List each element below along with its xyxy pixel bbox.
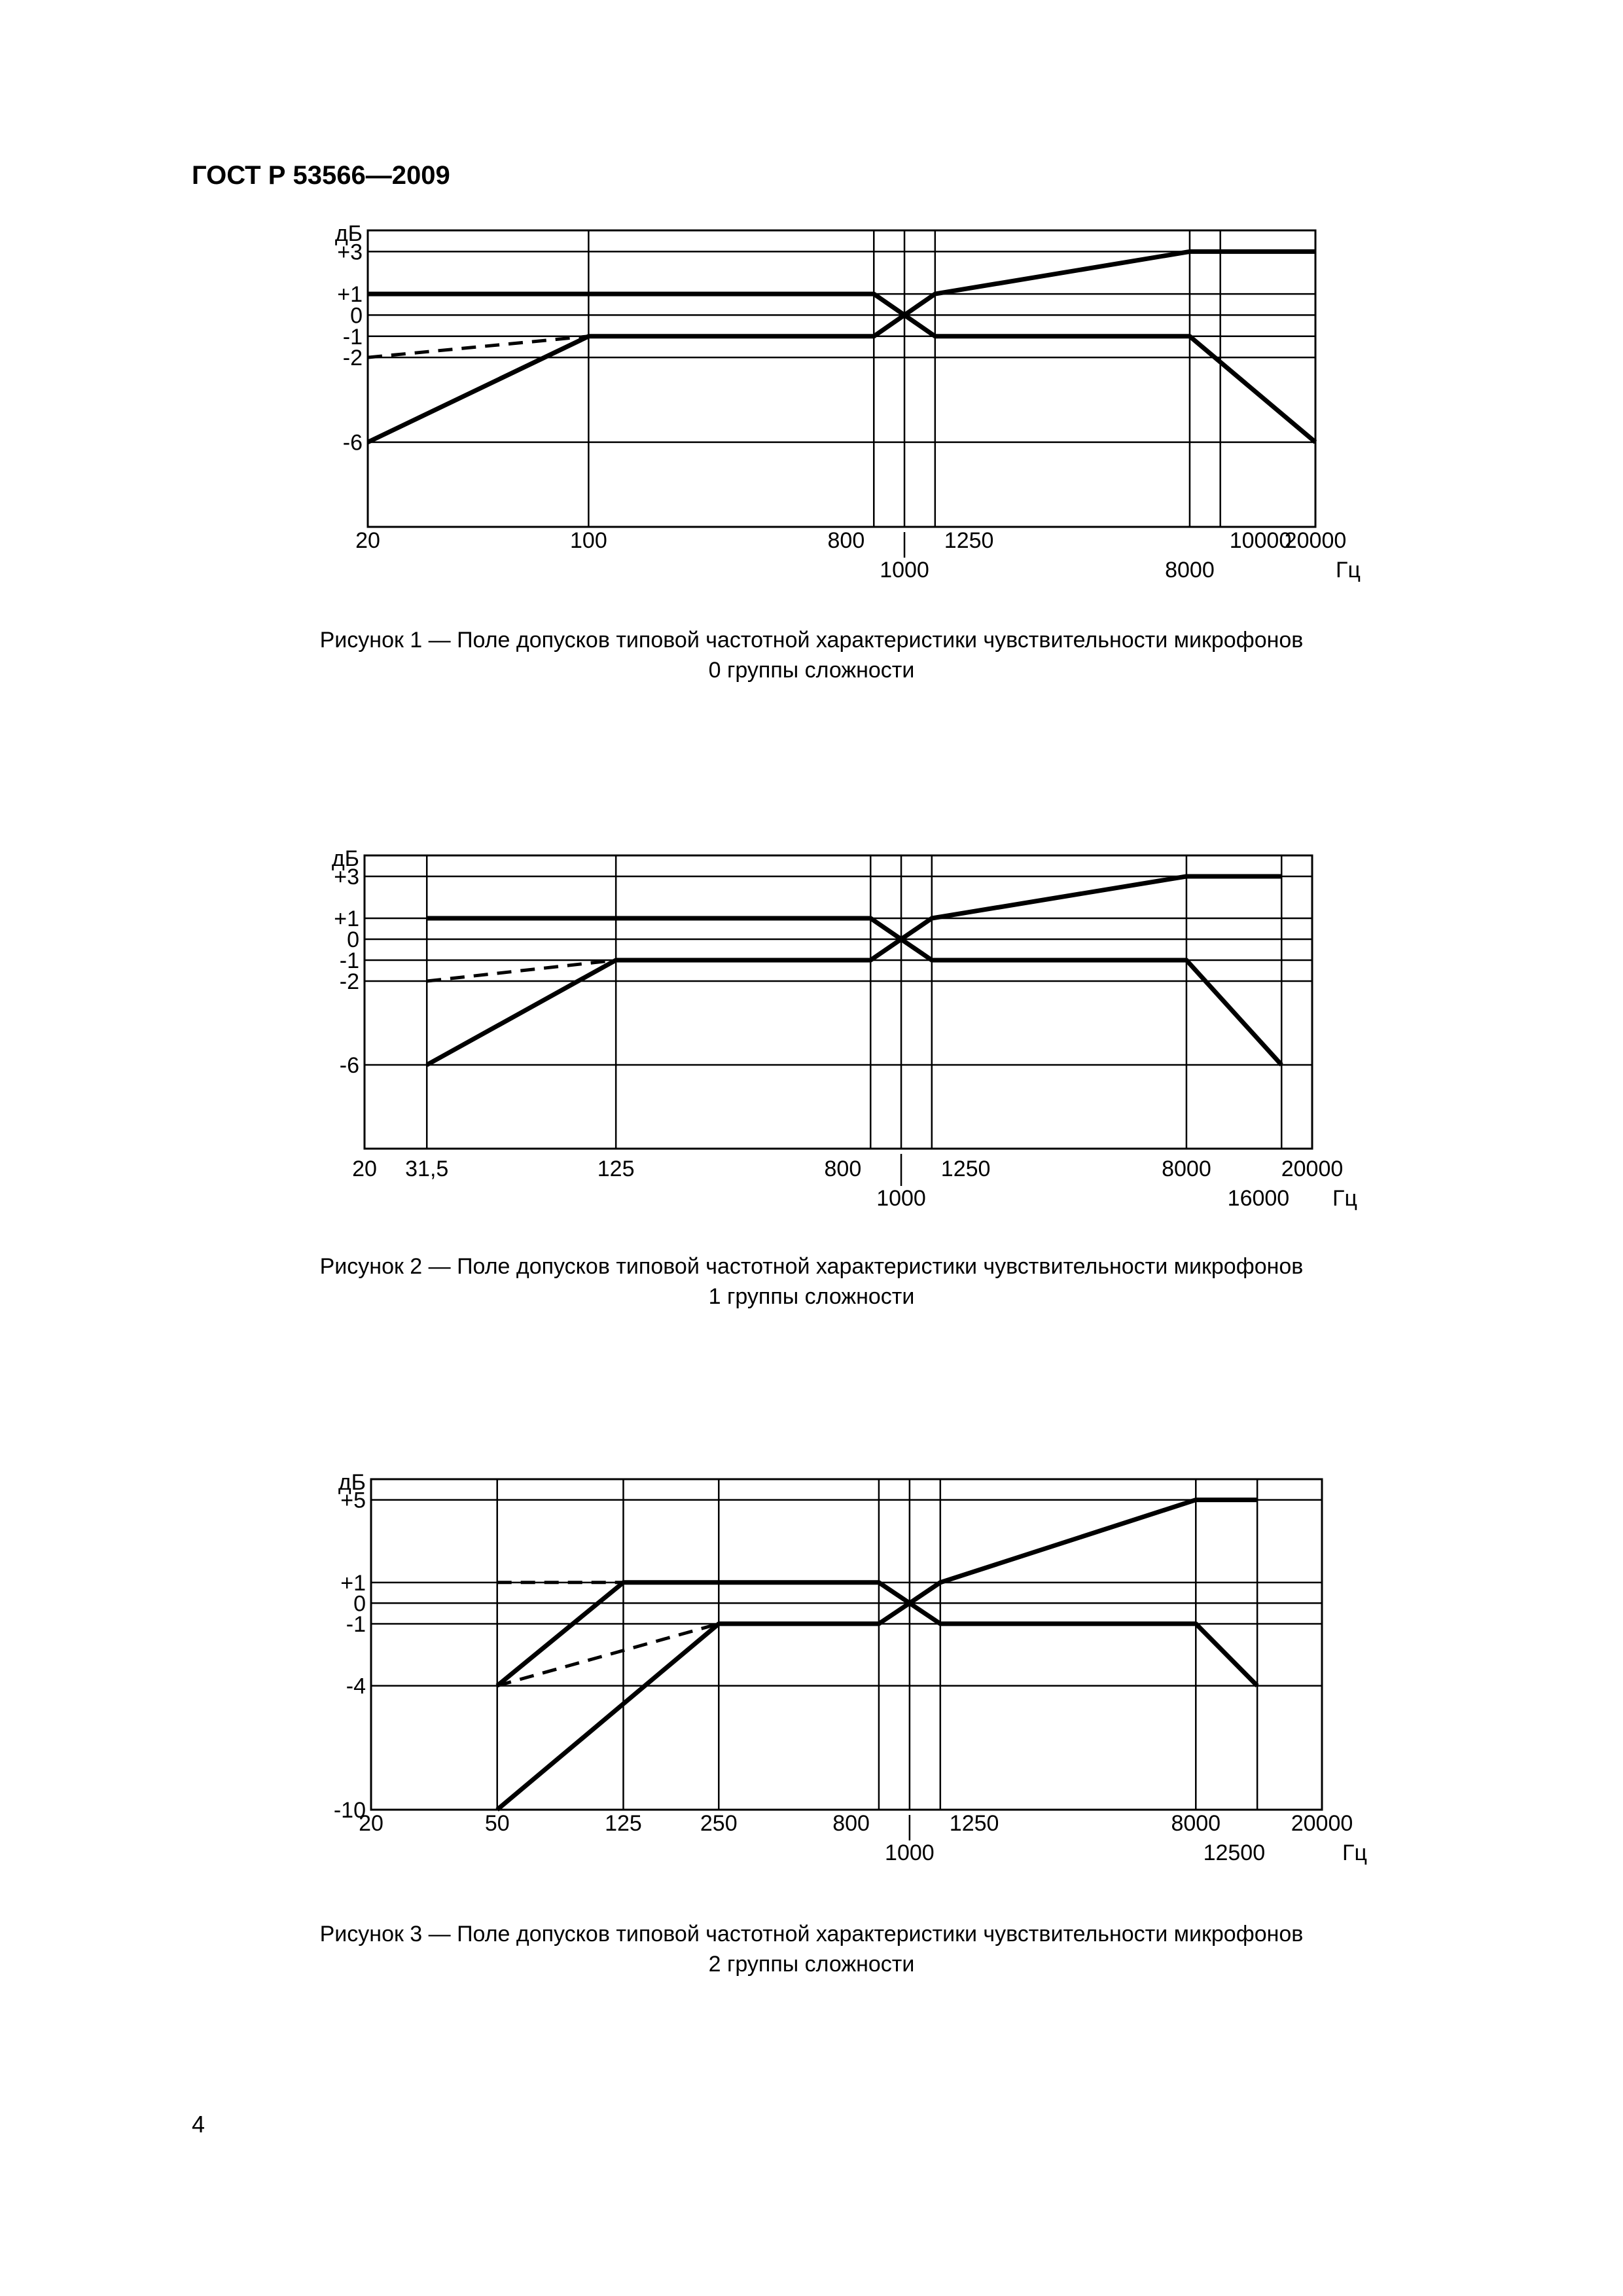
x-tick-label: 800 xyxy=(832,1811,870,1836)
x-tick-label: 100 xyxy=(570,528,607,553)
plot-frame xyxy=(365,855,1312,1149)
y-tick-label: -1 xyxy=(346,1611,366,1637)
x-tick-label: 8000 xyxy=(1165,558,1215,583)
figure-1-caption xyxy=(0,625,1623,685)
x-axis-label: Гц xyxy=(1336,558,1361,583)
series-line xyxy=(427,876,1281,939)
series-line xyxy=(368,315,1315,442)
y-tick-label: +1 xyxy=(337,282,363,308)
y-tick-label: 0 xyxy=(353,1591,366,1617)
figure-1-caption-line1: Рисунок 1 — Поле допусков типовой частотной характеристики чувствительности микрофонов xyxy=(319,628,1304,653)
y-tick-label: +5 xyxy=(340,1488,366,1513)
figure-2-chart xyxy=(0,844,1623,1224)
y-tick-label: +3 xyxy=(337,240,363,265)
y-tick-label: -2 xyxy=(342,346,363,371)
x-tick-label: 20 xyxy=(352,1157,377,1181)
figure-1-chart xyxy=(0,216,1623,596)
x-tick-label: 8000 xyxy=(1171,1811,1221,1836)
y-tick-label: -1 xyxy=(342,324,363,350)
x-tick-label: 1000 xyxy=(880,558,929,583)
x-tick-label: 16000 xyxy=(1227,1186,1290,1211)
x-tick-label: 1250 xyxy=(944,528,994,553)
figure-3-caption xyxy=(0,1919,1623,1979)
x-tick-label: 50 xyxy=(484,1811,510,1836)
page-number: 4 xyxy=(192,2111,205,2138)
x-tick-label: 800 xyxy=(827,528,865,553)
y-tick-label: +1 xyxy=(334,906,359,931)
x-tick-label: 1250 xyxy=(940,1157,991,1181)
x-axis-label: Гц xyxy=(1332,1186,1357,1211)
series-line xyxy=(368,251,1315,315)
x-tick-label: 800 xyxy=(824,1157,862,1181)
x-tick-label: 10000 xyxy=(1229,528,1292,553)
figure-3-chart xyxy=(0,1466,1623,1911)
x-tick-label: 1000 xyxy=(885,1840,935,1865)
x-axis-label: Гц xyxy=(1342,1840,1367,1865)
x-tick-label: 8000 xyxy=(1162,1157,1211,1181)
y-tick-label: -4 xyxy=(346,1674,366,1699)
x-tick-label: 125 xyxy=(605,1811,642,1836)
series-line xyxy=(427,939,1281,1065)
y-tick-label: +1 xyxy=(340,1570,366,1596)
y-axis-label: дБ xyxy=(338,1470,366,1495)
figure-3-caption-line1: Рисунок 3 — Поле допусков типовой частотной характеристики чувствительности микрофонов xyxy=(319,1922,1304,1946)
x-tick-label: 20000 xyxy=(1284,528,1347,553)
figure-3-caption-line2: 2 группы сложности xyxy=(708,1952,915,1977)
plot-frame xyxy=(368,230,1315,527)
y-tick-label: 0 xyxy=(347,927,359,952)
x-tick-label: 125 xyxy=(597,1157,635,1181)
y-tick-label: -6 xyxy=(339,1053,359,1078)
series-line xyxy=(497,1500,1257,1686)
figure-1-caption-line2: 0 группы сложности xyxy=(708,658,915,683)
figure-2-caption xyxy=(0,1251,1623,1312)
figure-2-caption-line2: 1 группы сложности xyxy=(708,1284,915,1309)
series-dashed-line xyxy=(497,1624,719,1686)
y-tick-label: +3 xyxy=(334,865,359,889)
y-axis-label: дБ xyxy=(334,221,363,246)
y-tick-label: 0 xyxy=(350,303,363,329)
y-axis-label: дБ xyxy=(331,846,359,871)
figure-2-caption-line1: Рисунок 2 — Поле допусков типовой частотной характеристики чувствительности микрофонов xyxy=(319,1254,1304,1279)
x-tick-label: 12500 xyxy=(1203,1840,1266,1865)
x-tick-label: 1000 xyxy=(876,1186,926,1211)
x-tick-label: 20 xyxy=(355,528,380,553)
x-tick-label: 20000 xyxy=(1291,1811,1353,1836)
x-tick-label: 1250 xyxy=(949,1811,999,1836)
x-tick-label: 250 xyxy=(700,1811,738,1836)
y-tick-label: -6 xyxy=(342,430,363,456)
y-tick-label: -2 xyxy=(339,969,359,994)
x-tick-label: 20000 xyxy=(1281,1157,1344,1181)
series-line xyxy=(497,1603,1257,1810)
document-header: ГОСТ Р 53566—2009 xyxy=(192,161,450,190)
x-tick-label: 20 xyxy=(359,1811,383,1836)
y-tick-label: -10 xyxy=(333,1798,366,1823)
plot-frame xyxy=(371,1479,1322,1810)
x-tick-label: 31,5 xyxy=(405,1157,449,1181)
y-tick-label: -1 xyxy=(339,948,359,973)
